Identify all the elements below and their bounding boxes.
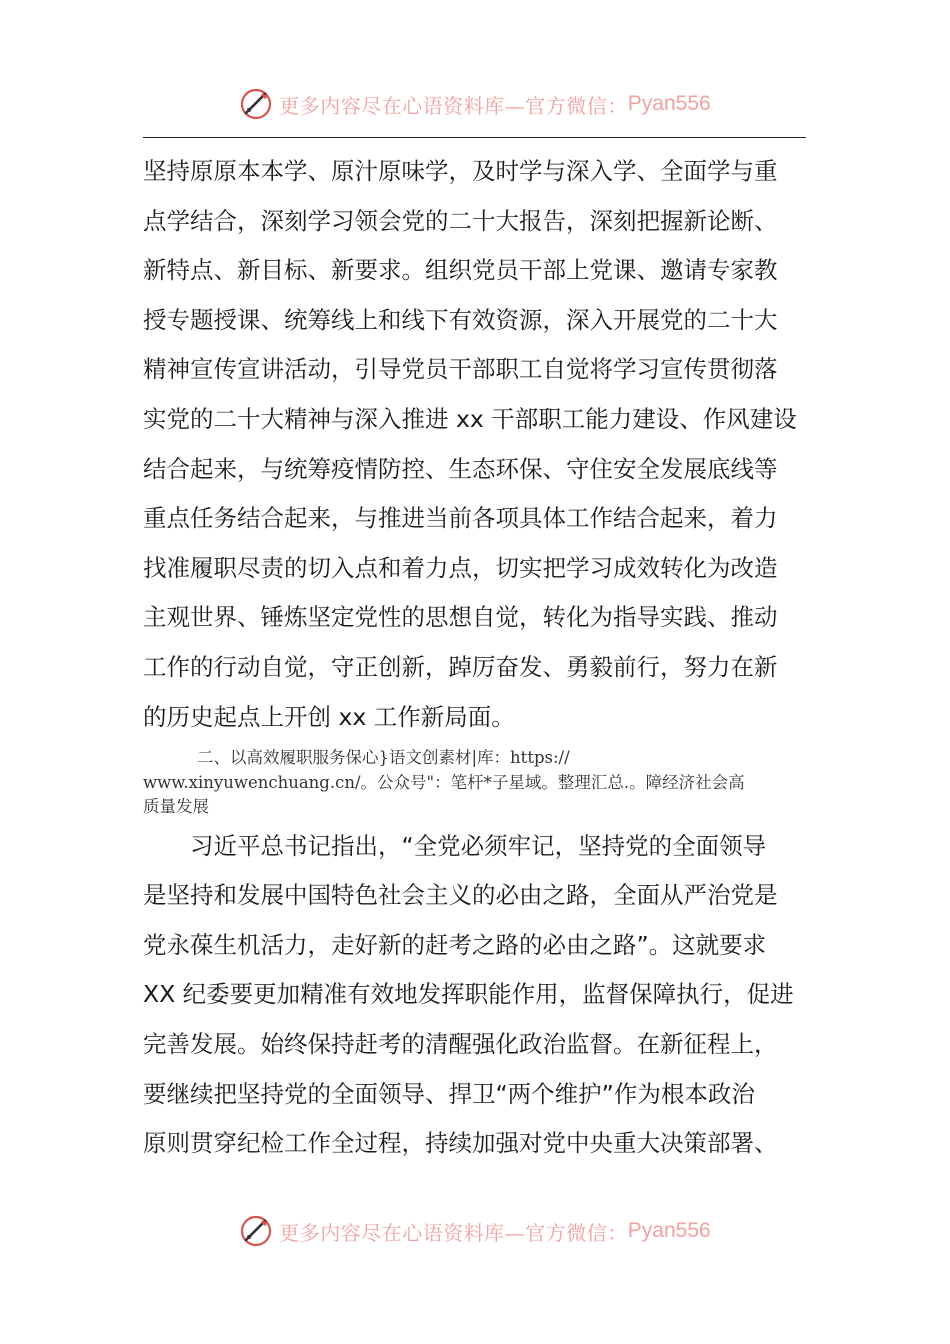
text-line: 精神宣传宣讲活动，引导党员干部职工自觉将学习宣传贯彻落 [143, 355, 778, 384]
section-heading [143, 742, 815, 822]
text-line: 点学结合，深刻学习领会党的二十大报告，深刻把握新论断、 [143, 206, 778, 235]
text-line: 工作的行动自觉，守正创新，踔厉奋发、勇毅前行，努力在新 [143, 652, 778, 681]
text-line: 完善发展。始终保持赶考的清醒强化政治监督。在新征程上， [143, 1030, 778, 1058]
banner-text: 更多内容尽在心语资料库—官方微信： [279, 1220, 628, 1245]
document-body [143, 147, 815, 1169]
text-line: 新特点、新目标、新要求。组织党员干部上党课、邀请专家教 [143, 256, 778, 285]
heading-line: 二、以高效履职服务保心}语文创素材|库：https:// [197, 748, 570, 768]
text-line: 的历史起点上开创 xx 工作新局面。 [143, 702, 515, 731]
heading-line: www.xinyuwenchuang.cn/。公众号"：笔杆*子星域。整理汇总.。障经济社会高 [143, 772, 745, 792]
banner-text: 更多内容尽在心语资料库—官方微信： [279, 93, 628, 118]
text-line: 习近平总书记指出，“全党必须牢记，坚持党的全面领导 [143, 831, 767, 860]
pen-logo-icon [239, 87, 273, 121]
text-line: 党永葆生机活力，走好新的赶考之路的必由之路”。这就要求 [143, 930, 767, 959]
text-line: 主观世界、锤炼坚定党性的思想自觉，转化为指导实践、推动 [143, 603, 778, 632]
wechat-id: Pyan556 [627, 92, 711, 115]
paragraph-1 [143, 147, 815, 742]
text-line: XX 纪委要更加精准有效地发挥职能作用，监督保障执行，促进 [143, 980, 794, 1009]
text-line: 是坚持和发展中国特色社会主义的必由之路，全面从严治党是 [143, 881, 778, 910]
text-line: 结合起来，与统筹疫情防控、生态环保、守住安全发展底线等 [143, 454, 778, 483]
header-banner [0, 84, 950, 124]
header-divider [143, 137, 806, 138]
text-line: 找准履职尽责的切入点和着力点，切实把学习成效转化为改造 [143, 553, 778, 582]
text-line: 授专题授课、统筹线上和线下有效资源，深入开展党的二十大 [143, 305, 778, 334]
pen-logo-icon [239, 1214, 273, 1248]
text-line: 重点任务结合起来，与推进当前各项具体工作结合起来，着力 [143, 504, 778, 533]
text-line: 实党的二十大精神与深入推进 xx 干部职工能力建设、作风建设 [143, 404, 797, 433]
text-line: 要继续把坚持党的全面领导、捍卫“两个维护”作为根本政治 [143, 1079, 755, 1108]
wechat-id: Pyan556 [627, 1219, 711, 1242]
text-line: 坚持原原本本学、原汁原味学，及时学与深入学、全面学与重 [143, 157, 778, 185]
paragraph-2 [143, 822, 815, 1169]
text-line: 原则贯穿纪检工作全过程，持续加强对党中央重大决策部署、 [143, 1129, 778, 1158]
footer-banner [0, 1211, 950, 1251]
heading-line: 质量发展 [143, 797, 209, 817]
